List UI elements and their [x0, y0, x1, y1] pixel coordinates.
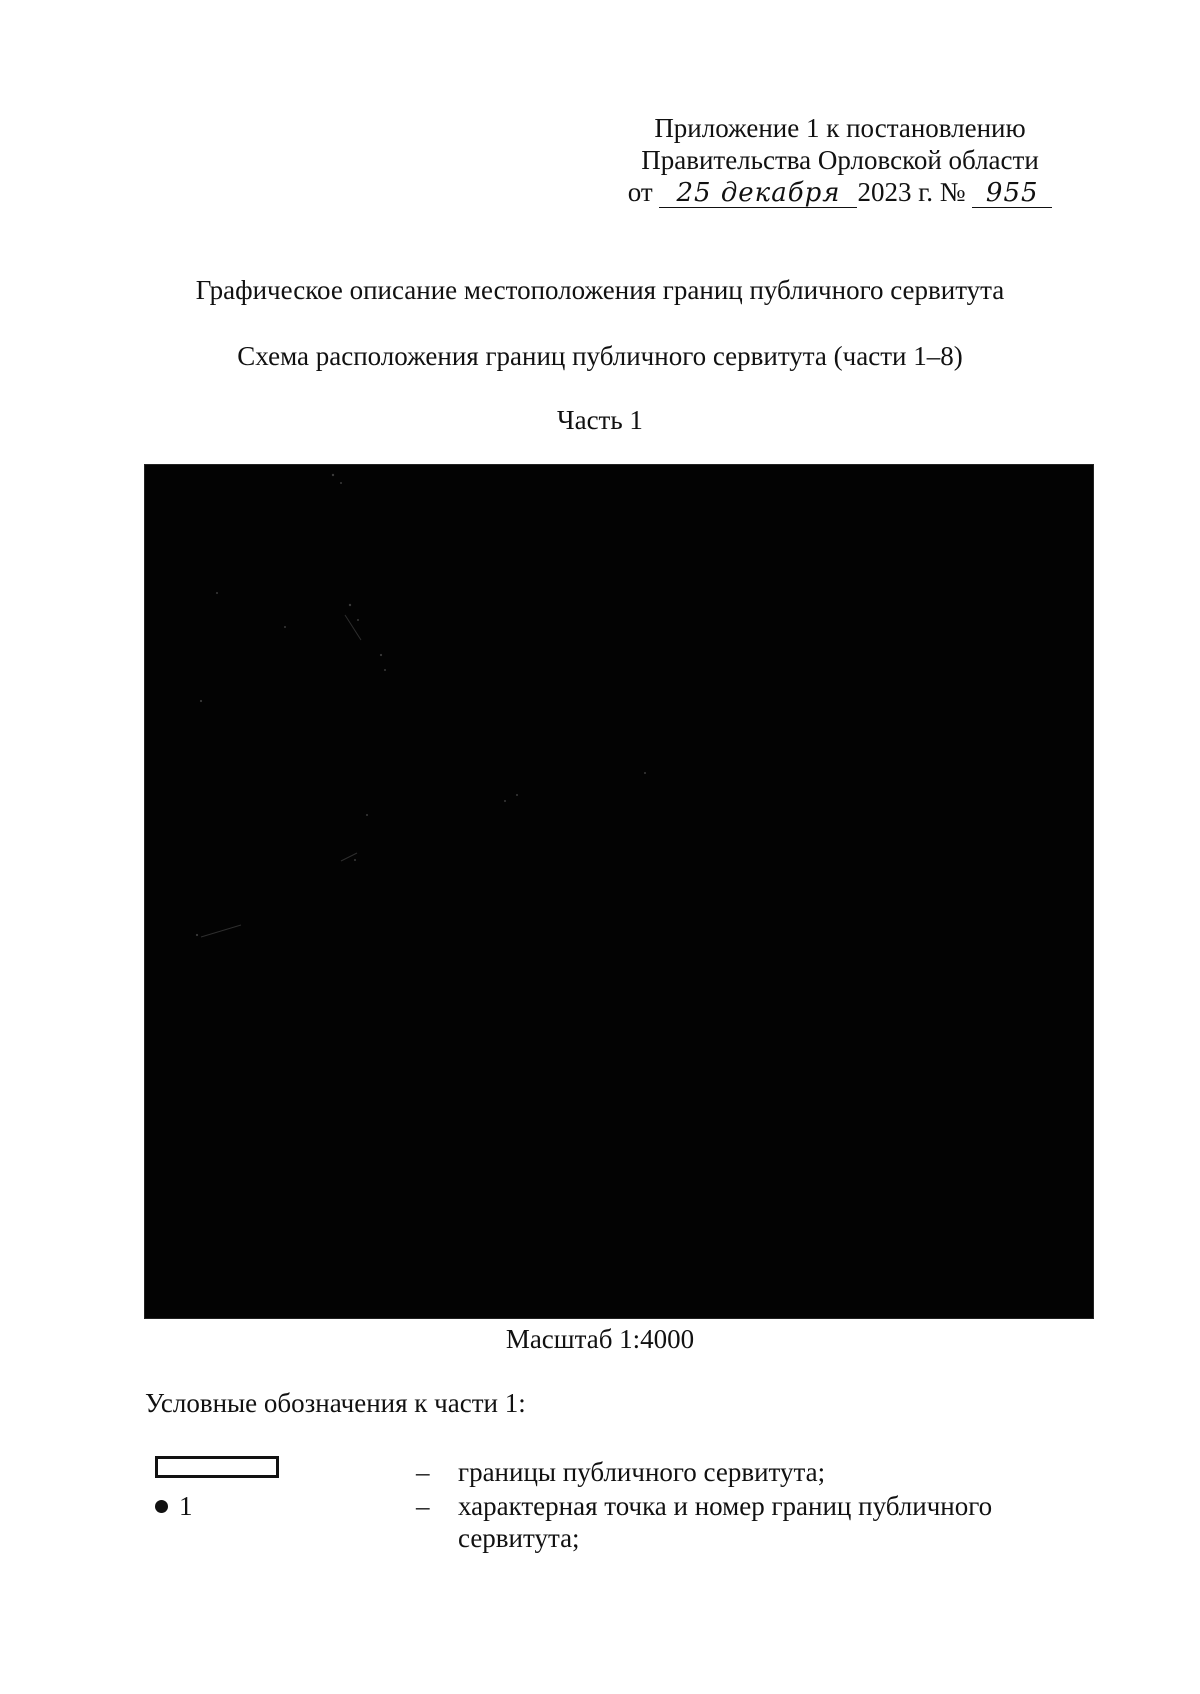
boundary-rectangle-symbol	[155, 1456, 279, 1478]
legend-dash: –	[416, 1491, 430, 1521]
point-number: 1	[179, 1491, 193, 1521]
map-speck	[516, 794, 518, 796]
map-speck	[332, 474, 334, 476]
point-dot-icon	[155, 1500, 168, 1513]
handwritten-date: 25 декабря	[659, 179, 857, 208]
map-speck	[366, 814, 368, 816]
legend-item-text: границы публичного сервитута;	[458, 1457, 826, 1487]
map-speck	[354, 859, 356, 861]
map-speck	[216, 592, 218, 594]
scheme-title: Схема расположения границ публичного сервитута (части 1–8)	[237, 341, 963, 371]
map-speck	[504, 800, 506, 802]
appendix-header-line-3	[600, 176, 1080, 208]
handwritten-number: 955	[972, 179, 1052, 208]
map-speck	[284, 626, 286, 628]
part-title: Часть 1	[557, 405, 643, 435]
year-text: 2023 г. №	[857, 177, 966, 207]
document-title: Графическое описание местоположения границ публичного сервитута	[195, 275, 1005, 305]
map-speck	[340, 482, 342, 484]
map-speck	[384, 669, 386, 671]
map-noise-overlay	[145, 465, 1093, 1318]
appendix-header-line-2: Правительства Орловской области	[641, 145, 1039, 175]
map-speck	[644, 772, 646, 774]
date-prefix: от	[627, 177, 653, 207]
map-scale-label: Масштаб 1:4000	[505, 1324, 695, 1354]
map-speck	[196, 934, 198, 936]
map-faint-line	[201, 925, 241, 937]
map-speck	[357, 619, 359, 621]
map-speck	[349, 604, 351, 606]
point-symbol	[145, 1490, 265, 1522]
map-speck	[380, 654, 382, 656]
legend-heading: Условные обозначения к части 1:	[145, 1388, 526, 1418]
appendix-header-line-1: Приложение 1 к постановлению	[654, 113, 1026, 143]
map-scheme-image	[145, 465, 1093, 1318]
map-speck	[200, 700, 202, 702]
legend-dash: –	[416, 1457, 430, 1487]
appendix-header	[600, 112, 1080, 208]
legend-item-text: характерная точка и номер границ публичного сервитута;	[458, 1491, 993, 1553]
map-faint-line	[345, 615, 361, 640]
